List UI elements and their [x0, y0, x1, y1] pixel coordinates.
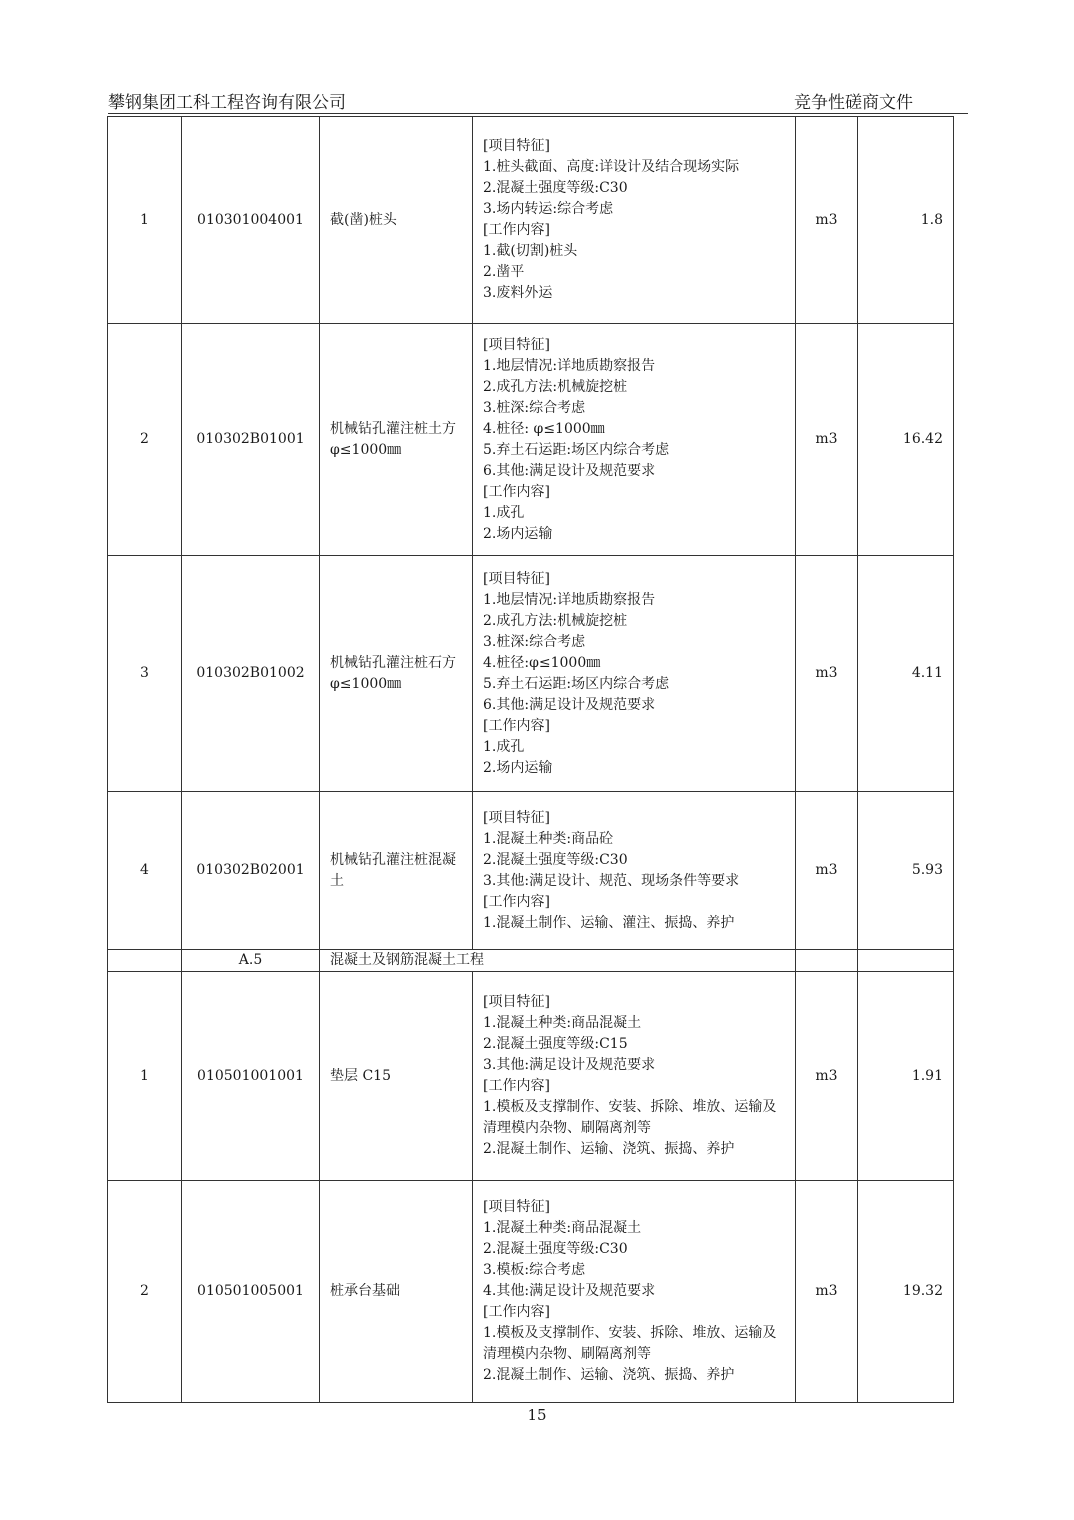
item-number: 4 [108, 792, 182, 950]
description-line: 3.其他:满足设计及规范要求 [483, 1057, 656, 1073]
description-line: 2.混凝土强度等级:C15 [483, 1036, 628, 1052]
item-quantity: 5.93 [858, 792, 954, 950]
description-line: 2.混凝土强度等级:C30 [483, 851, 628, 868]
item-description [473, 972, 796, 1181]
description-line: [工作内容] [483, 717, 550, 734]
table-row [108, 556, 954, 792]
item-description [473, 556, 796, 792]
section-qty-cell [858, 950, 954, 972]
item-quantity: 4.11 [858, 556, 954, 792]
table-row [108, 117, 954, 324]
description-line: 5.弃土石运距:场区内综合考虑 [483, 441, 670, 458]
table-row [108, 792, 954, 950]
description-line: 1.地层情况:详地质勘察报告 [483, 357, 656, 374]
description-line: 1.模板及支撑制作、安装、拆除、堆放、运输及清理模内杂物、刷隔离剂等 [483, 1325, 777, 1362]
description-line: 6.其他:满足设计及规范要求 [483, 462, 656, 479]
description-line: 1.成孔 [483, 504, 525, 521]
company-name: 攀钢集团工科工程咨询有限公司 [108, 93, 346, 113]
description-line: 3.废料外运 [483, 285, 553, 301]
section-name: 混凝土及钢筋混凝土工程 [320, 950, 796, 972]
item-description [473, 324, 796, 556]
page-header [108, 86, 968, 114]
description-line: 1.地层情况:详地质勘察报告 [483, 591, 656, 608]
item-code: 010501001001 [182, 972, 320, 1181]
item-description [473, 792, 796, 950]
description-line: 3.其他:满足设计、规范、现场条件等要求 [483, 872, 740, 889]
description-line: [项目特征] [483, 570, 550, 587]
item-quantity: 19.32 [858, 1181, 954, 1403]
description-line: 2.场内运输 [483, 525, 553, 542]
item-code: 010302B02001 [182, 792, 320, 950]
item-name: 机械钻孔灌注桩混凝土 [320, 792, 473, 950]
item-unit: m3 [796, 972, 858, 1181]
description-line: 1.混凝土种类:商品混凝土 [483, 1015, 642, 1031]
item-name: 机械钻孔灌注桩土方 φ≤1000㎜ [320, 324, 473, 556]
item-unit: m3 [796, 117, 858, 324]
description-line: 2.混凝土制作、运输、浇筑、振捣、养护 [483, 1141, 735, 1157]
description-line: 5.弃土石运距:场区内综合考虑 [483, 675, 670, 692]
document-type: 竞争性磋商文件 [794, 93, 913, 113]
bill-of-quantities-table [107, 116, 954, 1403]
description-line: 2.成孔方法:机械旋挖桩 [483, 378, 628, 395]
description-line: [项目特征] [483, 994, 550, 1010]
description-line: 2.成孔方法:机械旋挖桩 [483, 612, 628, 629]
item-number: 1 [108, 972, 182, 1181]
item-name: 垫层 C15 [320, 972, 473, 1181]
item-description [473, 1181, 796, 1403]
description-line: [工作内容] [483, 893, 550, 910]
item-unit: m3 [796, 324, 858, 556]
item-name: 截(凿)桩头 [320, 117, 473, 324]
item-unit: m3 [796, 556, 858, 792]
table-row [108, 324, 954, 556]
description-line: 6.其他:满足设计及规范要求 [483, 696, 656, 713]
item-unit: m3 [796, 1181, 858, 1403]
page-number: 15 [527, 1406, 547, 1424]
item-quantity: 16.42 [858, 324, 954, 556]
section-code: A.5 [182, 950, 320, 972]
item-quantity: 1.91 [858, 972, 954, 1181]
item-number: 3 [108, 556, 182, 792]
description-line: 4.桩径:φ≤1000㎜ [483, 654, 601, 671]
description-line: 1.成孔 [483, 738, 525, 755]
description-line: 2.凿平 [483, 264, 525, 280]
description-line: 1.混凝土种类:商品混凝土 [483, 1220, 642, 1236]
section-row [108, 950, 954, 972]
description-line: 2.混凝土强度等级:C30 [483, 180, 628, 196]
description-line: 1.截(切割)桩头 [483, 243, 578, 259]
description-line: 1.模板及支撑制作、安装、拆除、堆放、运输及清理模内杂物、刷隔离剂等 [483, 1099, 777, 1136]
description-line: 3.模板:综合考虑 [483, 1262, 586, 1278]
description-line: 2.场内运输 [483, 759, 553, 776]
description-line: [工作内容] [483, 222, 550, 238]
description-line: [工作内容] [483, 483, 550, 500]
description-line: 1.混凝土制作、运输、灌注、振捣、养护 [483, 914, 735, 931]
item-quantity: 1.8 [858, 117, 954, 324]
item-name: 桩承台基础 [320, 1181, 473, 1403]
item-number: 1 [108, 117, 182, 324]
section-unit-cell [796, 950, 858, 972]
table-row [108, 972, 954, 1181]
description-line: 3.桩深:综合考虑 [483, 633, 586, 650]
header-rule [108, 113, 968, 114]
item-code: 010302B01001 [182, 324, 320, 556]
description-line: [项目特征] [483, 138, 550, 154]
description-line: 4.桩径: φ≤1000㎜ [483, 420, 605, 437]
description-line: 3.桩深:综合考虑 [483, 399, 586, 416]
description-line: [工作内容] [483, 1304, 550, 1320]
description-line: 3.场内转运:综合考虑 [483, 201, 614, 217]
description-line: 4.其他:满足设计及规范要求 [483, 1283, 656, 1299]
item-unit: m3 [796, 792, 858, 950]
item-description [473, 117, 796, 324]
description-line: 1.混凝土种类:商品砼 [483, 830, 614, 847]
description-line: [项目特征] [483, 809, 550, 826]
description-line: [工作内容] [483, 1078, 550, 1094]
section-number-cell [108, 950, 182, 972]
item-number: 2 [108, 1181, 182, 1403]
item-name: 机械钻孔灌注桩石方 φ≤1000㎜ [320, 556, 473, 792]
item-code: 010501005001 [182, 1181, 320, 1403]
description-line: [项目特征] [483, 1199, 550, 1215]
item-code: 010302B01002 [182, 556, 320, 792]
description-line: [项目特征] [483, 336, 550, 353]
description-line: 2.混凝土强度等级:C30 [483, 1241, 628, 1257]
table-row [108, 1181, 954, 1403]
description-line: 1.桩头截面、高度:详设计及结合现场实际 [483, 159, 740, 175]
item-code: 010301004001 [182, 117, 320, 324]
description-line: 2.混凝土制作、运输、浇筑、振捣、养护 [483, 1367, 735, 1383]
item-number: 2 [108, 324, 182, 556]
